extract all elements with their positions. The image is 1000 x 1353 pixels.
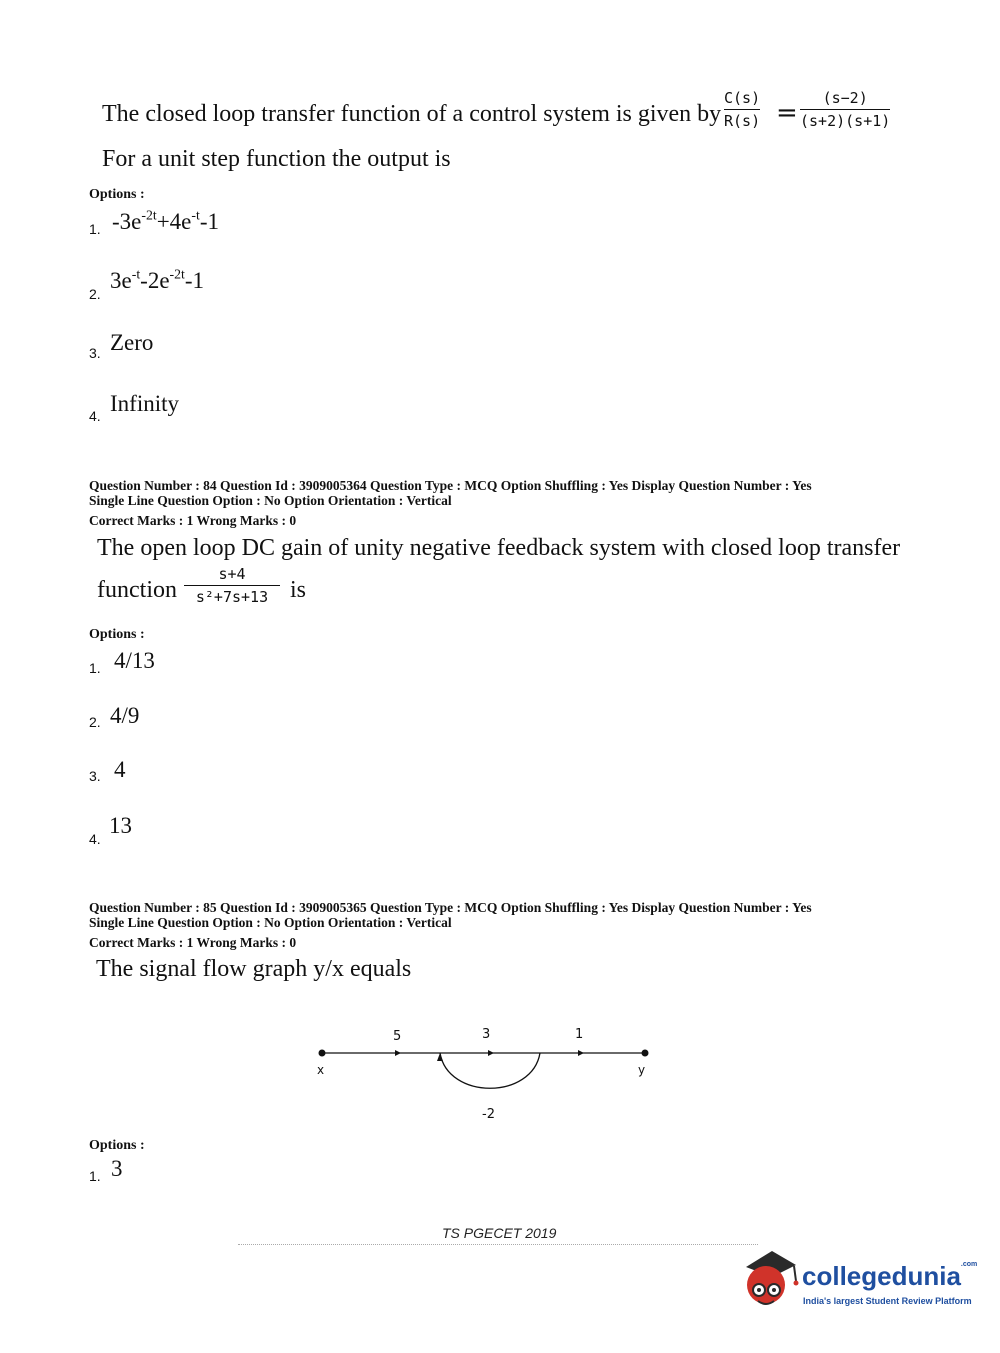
q84-tf-den: s²+7s+13 xyxy=(195,588,269,606)
q83-option-2-text[interactable] xyxy=(110,268,204,294)
term: -1 xyxy=(184,268,205,293)
q83-text-line1: The closed loop transfer function of a control system is given by xyxy=(102,101,722,127)
q83-equals: = xyxy=(776,98,798,128)
q84-options-label: Options : xyxy=(89,627,145,642)
signal-flow-graph xyxy=(300,1015,670,1130)
q85-meta-line1: Question Number : 85 Question Id : 3909005365 Question Type : MCQ Option Shuffling : Yes Display Question Number : Yes xyxy=(89,900,812,915)
q84-meta-line2: Single Line Question Option : No Option Orientation : Vertical xyxy=(89,493,452,508)
q85-option-1-num: 1. xyxy=(89,1168,101,1184)
q84-text-is: is xyxy=(290,577,307,603)
arrow-gain-5 xyxy=(395,1050,401,1056)
q84-text-line1: The open loop DC gain of unity negative feedback system with closed loop transfer xyxy=(97,535,901,561)
q83-tf-rhs xyxy=(800,89,890,130)
q84-tf xyxy=(184,565,280,606)
q83-option-4-text[interactable]: Infinity xyxy=(110,391,179,416)
collegedunia-logo[interactable] xyxy=(738,1245,978,1315)
q85-option-1-text[interactable]: 3 xyxy=(111,1156,123,1181)
arrow-gain-3 xyxy=(488,1050,494,1056)
q84-option-1-text[interactable]: 4/13 xyxy=(114,648,155,673)
q84-option-1-num: 1. xyxy=(89,660,101,676)
q83-option-2-num: 2. xyxy=(89,286,101,302)
q84-meta-line1: Question Number : 84 Question Id : 3909005364 Question Type : MCQ Option Shuffling : Yes Display Question Number : Yes xyxy=(89,478,812,493)
q84-option-2-num: 2. xyxy=(89,714,101,730)
q85-meta-line2: Single Line Question Option : No Option Orientation : Vertical xyxy=(89,915,452,930)
brand-name: collegedunia xyxy=(802,1261,961,1291)
q83-option-1-num: 1. xyxy=(89,221,101,237)
node-label-y: y xyxy=(638,1063,646,1077)
gain-label-5: 5 xyxy=(393,1029,402,1044)
q83-tf-rhs-num: (s−2) xyxy=(822,89,868,107)
exponent: -t xyxy=(131,266,141,282)
q84-option-3-text[interactable]: 4 xyxy=(114,757,126,782)
fraction-bar xyxy=(184,585,280,586)
node-label-x: x xyxy=(317,1063,325,1077)
term: -2e xyxy=(140,268,170,293)
gain-label-1: 1 xyxy=(575,1027,584,1042)
q83-options-label: Options : xyxy=(89,187,145,202)
fraction-bar xyxy=(724,109,760,110)
arrow-gain-1 xyxy=(578,1050,584,1056)
term: 3e xyxy=(110,268,132,293)
q83-option-3-num: 3. xyxy=(89,345,101,361)
q84-text-function: function xyxy=(97,577,177,603)
q83-option-4-num: 4. xyxy=(89,408,101,424)
q85-marks: Correct Marks : 1 Wrong Marks : 0 xyxy=(89,935,297,950)
q83-option-3-text[interactable]: Zero xyxy=(110,330,154,355)
q84-option-3-num: 3. xyxy=(89,768,101,784)
exponent: -2t xyxy=(169,266,185,282)
q84-option-2-text[interactable]: 4/9 xyxy=(110,703,140,728)
q84-marks: Correct Marks : 1 Wrong Marks : 0 xyxy=(89,513,297,528)
q85-options-label: Options : xyxy=(89,1138,145,1153)
term: -1 xyxy=(199,209,219,234)
exponent: -t xyxy=(191,207,200,223)
q83-tf-lhs-den: R(s) xyxy=(724,112,761,130)
node-x xyxy=(319,1050,326,1057)
term: +4e xyxy=(156,209,192,234)
exponent: -2t xyxy=(141,207,157,223)
brand-suffix: .com xyxy=(960,1261,978,1268)
brand-tagline: India's largest Student Review Platform xyxy=(803,1296,972,1306)
gain-label-feedback: -2 xyxy=(482,1107,495,1122)
q84-option-4-num: 4. xyxy=(89,831,101,847)
footer-divider xyxy=(238,1244,758,1245)
mascot-icon xyxy=(738,1245,802,1313)
q84-tf-num: s+4 xyxy=(218,565,246,583)
q83-tf-lhs xyxy=(724,89,760,130)
q85-text: The signal flow graph y/x equals xyxy=(96,956,412,982)
arrow-feedback xyxy=(437,1053,443,1061)
q83-text-line2: For a unit step function the output is xyxy=(102,146,451,172)
q83-option-1-text[interactable] xyxy=(112,209,219,235)
node-y xyxy=(642,1050,649,1057)
q83-tf-lhs-num: C(s) xyxy=(724,89,761,107)
q83-tf-rhs-den: (s+2)(s+1) xyxy=(800,112,891,130)
q84-option-4-text[interactable]: 13 xyxy=(109,813,132,838)
feedback-loop xyxy=(440,1053,540,1088)
term: -3e xyxy=(112,209,142,234)
gain-label-3: 3 xyxy=(482,1027,491,1042)
footer-exam-name: TS PGECET 2019 xyxy=(442,1225,557,1241)
fraction-bar xyxy=(800,109,890,110)
